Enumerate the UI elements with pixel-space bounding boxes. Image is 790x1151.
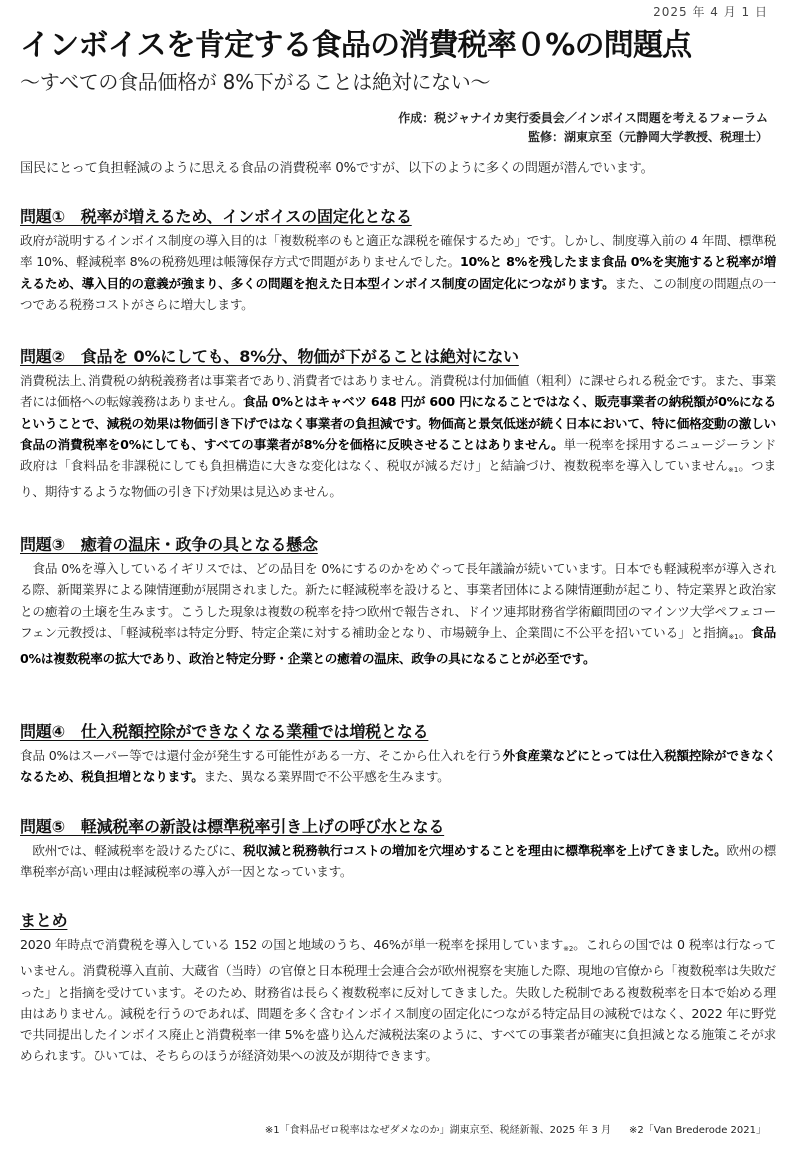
footnote-ref: ※1: [727, 466, 739, 475]
footnote-ref: ※2: [563, 945, 574, 953]
author-credit: 作成：税ジャナイカ実行委員会／インボイス問題を考えるフォーラム: [398, 111, 768, 125]
section-body: 食品 0%を導入しているイギリスでは、どの品目を 0%にするのかをめぐって長年議論が続いています。日本でも軽減税率が導入される際、新聞業界による陳情運動が展開されました。新たに軽減税率を設けると、事業者団体による陳情運動が起こり、特定業界と政治家との癒着の土壌を生みます。こうした現象は複数の税率を持つ欧州で報告され、ドイツ連邦財務省学術顧問団のマインツ大学ペフェコーフェン元教授は、「軽減税率は特定分野、特定企業に対する補助金となり、市場競争上、企業間に不公平を招いている」と指摘$_{※1}$。食品 0%は複数税率の拡大であり、政治と特定分野・企業との癒着の温床、政争の具になることが必至です。: [20, 561, 777, 667]
document-title: インボイスを肯定する食品の消費税率０%の問題点: [20, 28, 692, 63]
supervisor-credit: 監修：湖東京至（元静岡大学教授、税理士）: [527, 130, 768, 144]
intro-paragraph: 国民にとって負担軽減のように思える食品の消費税率 0%ですが、以下のように多くの問題が潜んでいます。: [20, 161, 654, 176]
document-subtitle: 〜すべての食品価格が 8%下がることは絶対にない〜: [20, 70, 491, 94]
section-heading: 問題③ 癒着の温床・政争の具となる懸念: [20, 535, 318, 554]
emphasis-text: 10%と 8%を残したまま食品 0%を実施すると税率が増えるため、導入目的の意義が強まり、多くの問題を抱えた日本型インボイス制度の固定化につながります。: [20, 254, 776, 291]
section-problem-2: [20, 347, 776, 503]
section-problem-1: [20, 207, 776, 315]
section-heading: 問題① 税率が増えるため、インボイスの固定化となる: [20, 207, 412, 226]
issue-date: 2025 年 4 月 1 日: [653, 5, 768, 19]
footnote-2: ※2「Van Brederode 2021」: [629, 1125, 766, 1136]
section-heading: 問題② 食品を 0%にしても、8%分、物価が下がることは絶対にない: [20, 347, 519, 366]
section-body: 消費税法上､消費税の納税義務者は事業者であり､消費者ではありません。消費税は付加価値（粗利）に課せられる税金です。また、事業者には価格への転嫁義務はありません。食品 0%とはキャベツ 648 円が 600 円になることではなく、販売事業者の納税額が0%になるということで、減税の効果は物価引き下げではなく事業者の負担減です。物価高と景気低迷が続く日本において、特に価格変動の激しい食品の消費税率を0%にしても、すべての事業者が8%分を価格に反映させることはありません。単一税率を採用するニュージーランド政府は「食料品を非課税にしても負担構造に大きな変化はなく、税収が減るだけ」と結論づけ、複数税率を導入していません$_{※1}$。つまり、期待するような物価の引き下げ効果は見込めません。: [20, 373, 777, 500]
section-problem-5: [20, 817, 776, 883]
section-heading: 問題④ 仕入税額控除ができなくなる業種では増税となる: [20, 722, 429, 741]
section-problem-4: [20, 722, 776, 788]
section-heading: まとめ: [20, 911, 68, 930]
emphasis-text: 外食産業などにとっては仕入税額控除ができなくなるため、税負担増となります。: [20, 748, 776, 785]
section-body: 食品 0%はスーパー等では還付金が発生する可能性がある一方、そこから仕入れを行う外食産業などにとっては仕入税額控除ができなくなるため、税負担増となります。また、異なる業界間で不公平感を生みます。: [20, 748, 776, 785]
footnotes: [265, 1121, 766, 1136]
section-body: 2020 年時点で消費税を導入している 152 の国と地域のうち、46%が単一税率を採用しています$_{※2}$。これらの国では 0 税率は行なっていません。消費税導入直前、大蔵省（当時）の官僚と日本税理士会連合会が欧州視察を実施した際、現地の官僚から「複数税率は失敗だった」と指摘を受けています。そのため、財務省は長らく複数税率に反対してきました。失敗した税制である複数税率を日本で始める理由はありません。減税を行うのであれば、問題を多く含むインボイス制度の固定化につながる特定品目の減税ではなく、2022 年に野党で共同提出したインボイス廃止と消費税率一律 5%を盛り込んだ減税法案のように、すべての事業者が確実に負担減となる施策こそが求められます。ひいては、そちらのほうが経済効果への波及が期待できます。: [20, 937, 776, 1064]
emphasis-text: 食品 0%は複数税率の拡大であり、政治と特定分野・企業との癒着の温床、政争の具になることが必至です。: [20, 624, 777, 667]
section-body: 政府が説明するインボイス制度の導入目的は「複数税率のもと適正な課税を確保するため」です。しかし、制度導入前の 4 年間、標準税率 10%、軽減税率 8%の税務処理は帳簿保存方式で問題がありませんでした。10%と 8%を残したまま食品 0%を実施すると税率が増えるため、導入目的の意義が強まり、多くの問題を抱えた日本型インボイス制度の固定化につながります。また、この制度の問題点の一つである税務コストがさらに増大します。: [20, 233, 776, 312]
footnote-ref: ※1: [728, 632, 739, 641]
section-body: 欧州では、軽減税率を設けるたびに、税収減と税務執行コストの増加を穴埋めすることを理由に標準税率を上げてきました。欧州の標準税率が高い理由は軽減税率の導入が一因となっています。: [20, 843, 777, 880]
section-problem-3: [20, 535, 776, 669]
footnote-1: ※1「食料品ゼロ税率はなぜダメなのか」湖東京至、税経新報、2025 年 3 月: [264, 1125, 611, 1136]
section-heading: 問題⑤ 軽減税率の新設は標準税率引き上げの呼び水となる: [20, 817, 445, 836]
section-summary: [20, 911, 776, 1067]
emphasis-text: 食品 0%とはキャベツ 648 円が 600 円になることではなく、販売事業者の納税額が0%になるということで、減税の効果は物価引き下げではなく事業者の負担減です。物価高と景気低迷が続く日本において、特に価格変動の激しい食品の消費税率を0%にしても、すべての事業者が8%分を価格に反映させることはありません。: [20, 394, 776, 452]
emphasis-text: 税収減と税務執行コストの増加を穴埋めすることを理由に標準税率を上げてきました。: [243, 843, 727, 858]
